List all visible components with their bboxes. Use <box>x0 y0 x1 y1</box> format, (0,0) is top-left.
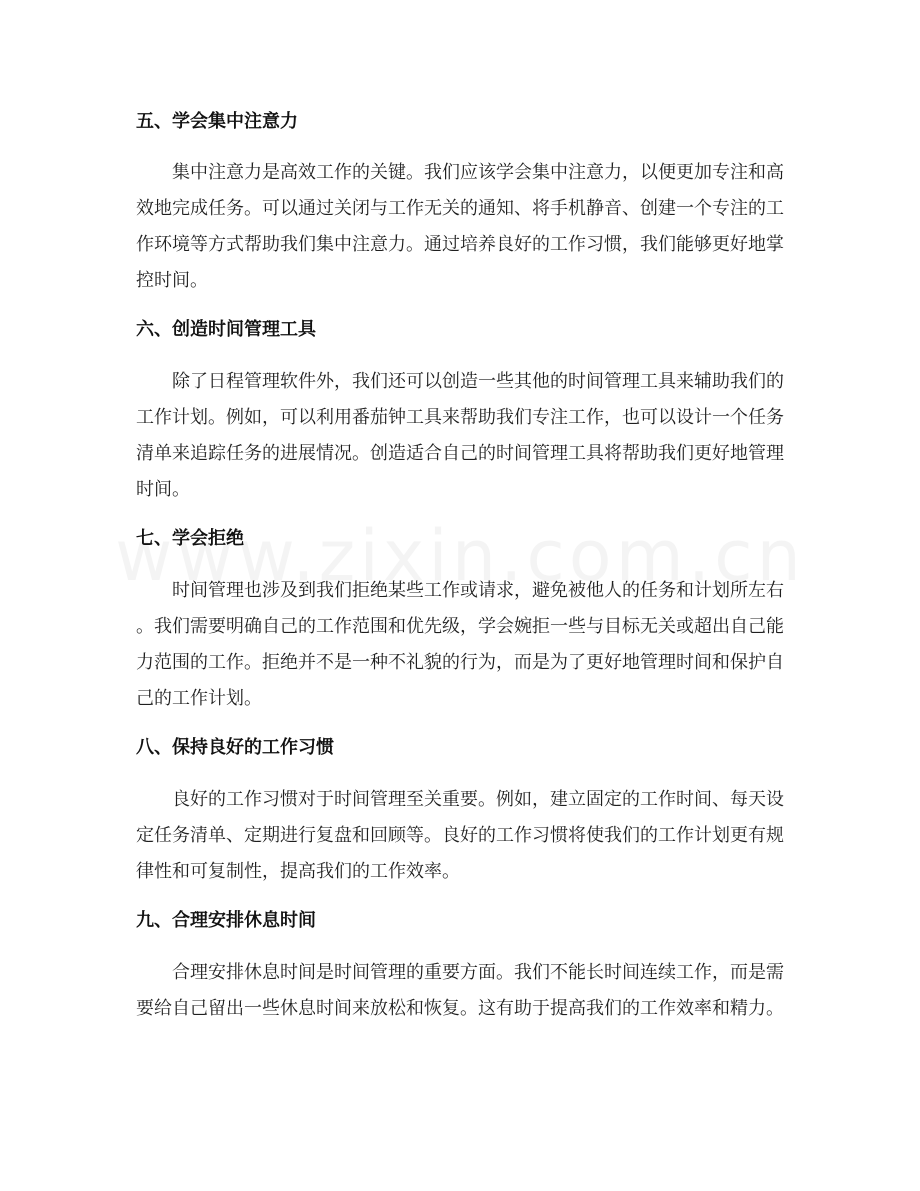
paragraph-line: 时间。 <box>136 479 190 500</box>
paragraph-line: 定任务清单、定期进行复盘和回顾等。良好的工作习惯将使我们的工作计划更有规 <box>136 825 784 846</box>
paragraph-line: 时间管理也涉及到我们拒绝某些工作或请求，避免被他人的任务和计划所左右 <box>172 580 784 601</box>
section-paragraph-8 <box>136 782 786 890</box>
section-heading-5: 五、学会集中注意力 <box>136 111 298 132</box>
paragraph-line: 合理安排休息时间是时间管理的重要方面。我们不能长时间连续工作，而是需 <box>172 962 784 983</box>
section-paragraph-7 <box>136 573 786 717</box>
paragraph-line: 律性和可复制性，提高我们的工作效率。 <box>136 861 460 882</box>
paragraph-line: 清单来追踪任务的进展情况。创造适合自己的时间管理工具将帮助我们更好地管理 <box>136 443 784 464</box>
section-paragraph-5 <box>136 155 786 299</box>
paragraph-line: 工作计划。例如，可以利用番茄钟工具来帮助我们专注工作，也可以设计一个任务 <box>136 407 784 428</box>
section-paragraph-6 <box>136 364 786 508</box>
paragraph-line: 除了日程管理软件外，我们还可以创造一些其他的时间管理工具来辅助我们的 <box>172 371 784 392</box>
paragraph-line: 。我们需要明确自己的工作范围和优先级，学会婉拒一些与目标无关或超出自己能 <box>136 616 784 637</box>
paragraph-line: 己的工作计划。 <box>136 688 262 709</box>
paragraph-line: 力范围的工作。拒绝并不是一种不礼貌的行为，而是为了更好地管理时间和保护自 <box>136 652 784 673</box>
section-heading-7: 七、学会拒绝 <box>136 528 244 549</box>
paragraph-line: 效地完成任务。可以通过关闭与工作无关的通知、将手机静音、创建一个专注的工 <box>136 198 784 219</box>
section-heading-8: 八、保持良好的工作习惯 <box>136 737 334 758</box>
paragraph-line: 作环境等方式帮助我们集中注意力。通过培养良好的工作习惯，我们能够更好地掌 <box>136 234 784 255</box>
section-heading-6: 六、创造时间管理工具 <box>136 319 316 340</box>
paragraph-line: 良好的工作习惯对于时间管理至关重要。例如，建立固定的工作时间、每天设 <box>172 789 784 810</box>
paragraph-line: 集中注意力是高效工作的关键。我们应该学会集中注意力，以便更加专注和高 <box>172 162 784 183</box>
paragraph-line: 要给自己留出一些休息时间来放松和恢复。这有助于提高我们的工作效率和精力。 <box>136 998 784 1019</box>
section-heading-9: 九、合理安排休息时间 <box>136 910 316 931</box>
section-paragraph-9 <box>136 955 786 1027</box>
paragraph-line: 控时间。 <box>136 270 208 291</box>
